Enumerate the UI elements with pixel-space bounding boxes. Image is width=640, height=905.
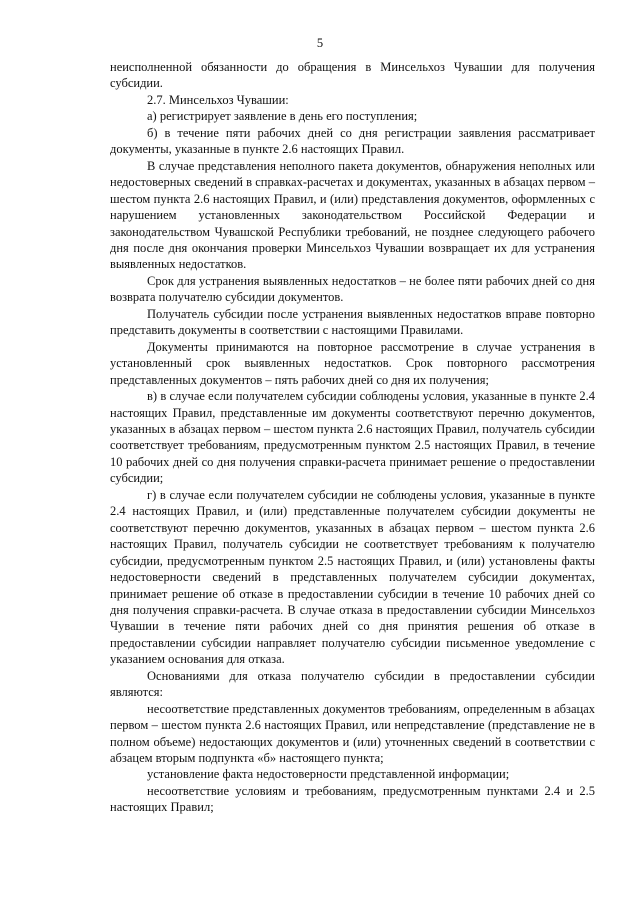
paragraph: В случае представления неполного пакета документов, обнаружения неполных или недостоверных сведений в справках-расчетах и документах, указанных в абзацах первом – шестом пункта 2.6 настоящих Правил, и (или) представления документов, оформленных с нарушением установленных законодательством Российской Федерации и законодательством Чувашской Республики требований, не позднее следующего рабочего дня после дня окончания проверки Минсельхоз Чувашии возвращает их для устранения выявленных недостатков. bbox=[110, 158, 595, 272]
document-body bbox=[110, 59, 595, 816]
paragraph: установление факта недостоверности представленной информации; bbox=[147, 767, 510, 782]
paragraph: несоответствие условиям и требованиям, предусмотренным пунктами 2.4 и 2.5 настоящих Правил; bbox=[110, 783, 595, 815]
paragraph: в) в случае если получателем субсидии соблюдены условия, указанные в пункте 2.4 настоящих Правил, представленные им документы соответствуют перечню документов, указанных в абзацах первом – шестом пункта 2.6 настоящих Правил, получатель субсидии соответствует требованиям, предусмотренным пунктом 2.5 настоящих Правил, в течение 10 рабочих дней со дня получения справки-расчета принимает решение о предоставлении субсидии; bbox=[110, 389, 595, 486]
paragraph: б) в течение пяти рабочих дней со дня регистрации заявления рассматривает документы, указанные в пункте 2.6 настоящих Правил. bbox=[110, 125, 595, 157]
page-number: 5 bbox=[316, 36, 324, 50]
paragraph: Документы принимаются на повторное рассмотрение в случае устранения в установленный срок выявленных недостатков. Срок повторного рассмотрения представленных документов – пять рабочих дней со дня их получения; bbox=[110, 339, 595, 387]
paragraph: Основаниями для отказа получателю субсидии в предоставлении субсидии являются: bbox=[110, 668, 595, 700]
paragraph: 2.7. Минсельхоз Чувашии: bbox=[147, 92, 289, 107]
paragraph: Срок для устранения выявленных недостатков – не более пяти рабочих дней со дня возврата получателю субсидии документов. bbox=[110, 273, 595, 305]
paragraph: несоответствие представленных документов требованиям, определенным в абзацах первом – шестом пункта 2.6 настоящих Правил, или непредставление (представление не в полном объеме) недостающих документов и (или) уточненных сведений в соответствии с абзацем вторым подпункта «б» настоящего пункта; bbox=[110, 701, 595, 766]
paragraph: г) в случае если получателем субсидии не соблюдены условия, указанные в пункте 2.4 настоящих Правил, и (или) представленные получателем субсидии документы не соответствуют перечню документов, указанных в абзацах первом – шестом пункта 2.6 настоящих Правил, получатель субсидии не соответствует требованиям к получателю субсидии, предусмотренным пунктом 2.5 настоящих Правил, и (или) установлены факты недостоверности сведений в представленных получателем субсидии документах, принимает решение об отказе в предоставлении субсидии в течение 10 рабочих дней со дня получения справки-расчета. В случае отказа в предоставлении субсидии Минсельхоз Чувашии в течение пяти рабочих дней со дня принятия решения об отказе в предоставлении субсидии направляет получателю субсидии письменное уведомление с указанием основания для отказа. bbox=[110, 487, 595, 667]
paragraph: Получатель субсидии после устранения выявленных недостатков вправе повторно представить документы в соответствии с настоящими Правилами. bbox=[110, 306, 595, 338]
paragraph: а) регистрирует заявление в день его поступления; bbox=[147, 109, 418, 124]
paragraph: неисполненной обязанности до обращения в Минсельхоз Чувашии для получения субсидии. bbox=[110, 60, 595, 91]
